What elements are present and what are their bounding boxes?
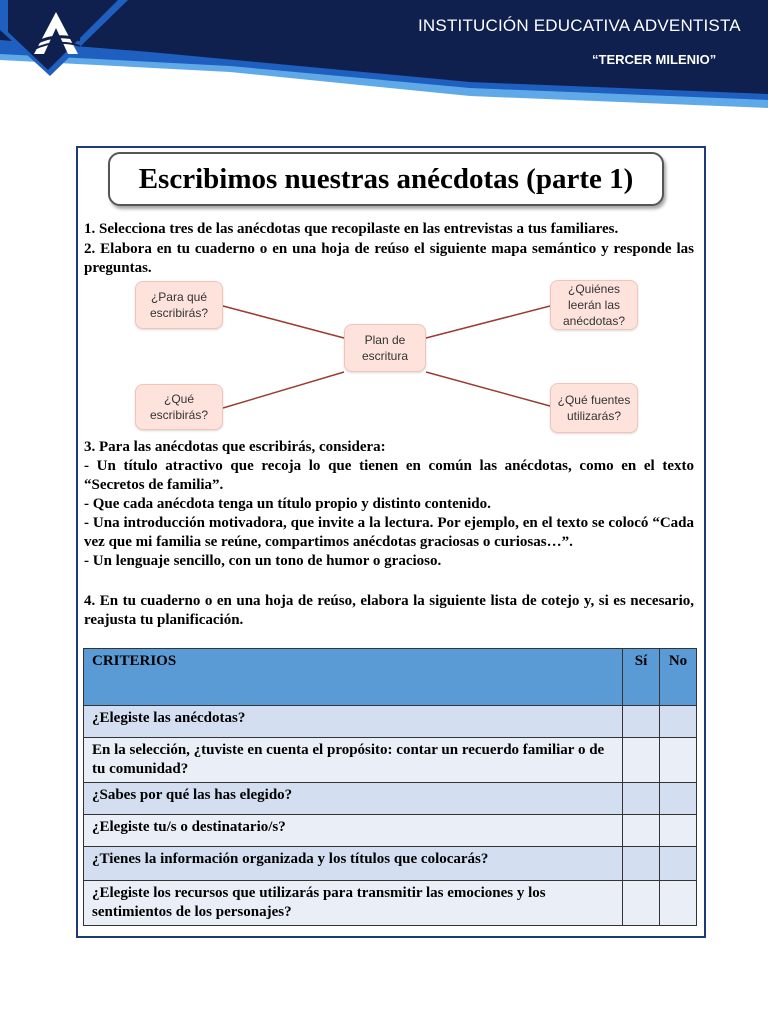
- yes-cell: [623, 815, 660, 847]
- table-row: [84, 783, 697, 815]
- map-node-top-left: ¿Para qué escribirás?: [135, 281, 223, 329]
- school-logo-icon: [30, 10, 82, 58]
- table-row: [84, 881, 697, 926]
- instruction-4: 4. En tu cuaderno o en una hoja de reúso, elabora la siguiente lista de cotejo y, si es necesario, reajusta tu planificación.: [84, 593, 694, 628]
- yes-header: Sí: [623, 649, 660, 706]
- criteria-cell: ¿Sabes por qué las has elegido?: [84, 783, 623, 815]
- criteria-cell: ¿Elegiste las anécdotas?: [84, 706, 623, 738]
- criteria-cell: ¿Elegiste tu/s o destinatario/s?: [84, 815, 623, 847]
- consider-bullet: - Un lenguaje sencillo, con un tono de humor o gracioso.: [84, 553, 442, 569]
- map-node-bottom-right: ¿Qué fuentes utilizarás?: [550, 383, 638, 433]
- consider-heading: 3. Para las anécdotas que escribirás, considera:: [84, 439, 386, 455]
- instruction-1: 1. Selecciona tres de las anécdotas que recopilaste en las entrevistas a tus familiares.: [84, 221, 619, 237]
- map-node-center: Plan de escritura: [344, 324, 426, 372]
- page-title: Escribimos nuestras anécdotas (parte 1): [138, 162, 634, 195]
- checklist-table: [83, 648, 697, 926]
- institution-motto: “TERCER MILENIO”: [592, 52, 717, 67]
- consider-bullet: - Una introducción motivadora, que invite a la lectura. Por ejemplo, en el texto se colocó “Cada vez que mi familia se reúne, compartimos anécdotas graciosas o curiosas…”.: [84, 515, 694, 550]
- yes-cell: [623, 738, 660, 783]
- institution-name: INSTITUCIÓN EDUCATIVA ADVENTISTA: [418, 16, 741, 35]
- no-cell: [659, 783, 696, 815]
- yes-cell: [623, 783, 660, 815]
- yes-cell: [623, 706, 660, 738]
- no-cell: [659, 847, 696, 881]
- consider-bullet: - Un título atractivo que recoja lo que tienen en común las anécdotas, como en el texto “Secretos de familia”.: [84, 458, 694, 493]
- table-row: [84, 847, 697, 881]
- no-header: No: [659, 649, 696, 706]
- title-box: [108, 152, 664, 206]
- table-row: [84, 738, 697, 783]
- semantic-map: [130, 278, 644, 438]
- table-row: [84, 815, 697, 847]
- criteria-cell: ¿Tienes la información organizada y los títulos que colocarás?: [84, 847, 623, 881]
- no-cell: [659, 881, 696, 926]
- map-node-bottom-left: ¿Qué escribirás?: [135, 384, 223, 430]
- consider-section: [84, 438, 694, 571]
- instruction-2: 2. Elabora en tu cuaderno o en una hoja de reúso el siguiente mapa semántico y responde las preguntas.: [84, 241, 694, 276]
- yes-cell: [623, 847, 660, 881]
- consider-bullet: - Que cada anécdota tenga un título propio y distinto contenido.: [84, 496, 491, 512]
- criteria-cell: ¿Elegiste los recursos que utilizarás para transmitir las emociones y los sentimientos de los personajes?: [84, 881, 623, 926]
- no-cell: [659, 738, 696, 783]
- table-header-row: [84, 649, 697, 706]
- yes-cell: [623, 881, 660, 926]
- no-cell: [659, 706, 696, 738]
- criteria-header: CRITERIOS: [84, 649, 623, 706]
- criteria-cell: En la selección, ¿tuviste en cuenta el propósito: contar un recuerdo familiar o de tu comunidad?: [84, 738, 623, 783]
- map-node-top-right: ¿Quiénes leerán las anécdotas?: [550, 280, 638, 330]
- no-cell: [659, 815, 696, 847]
- table-row: [84, 706, 697, 738]
- header-banner: [0, 0, 768, 120]
